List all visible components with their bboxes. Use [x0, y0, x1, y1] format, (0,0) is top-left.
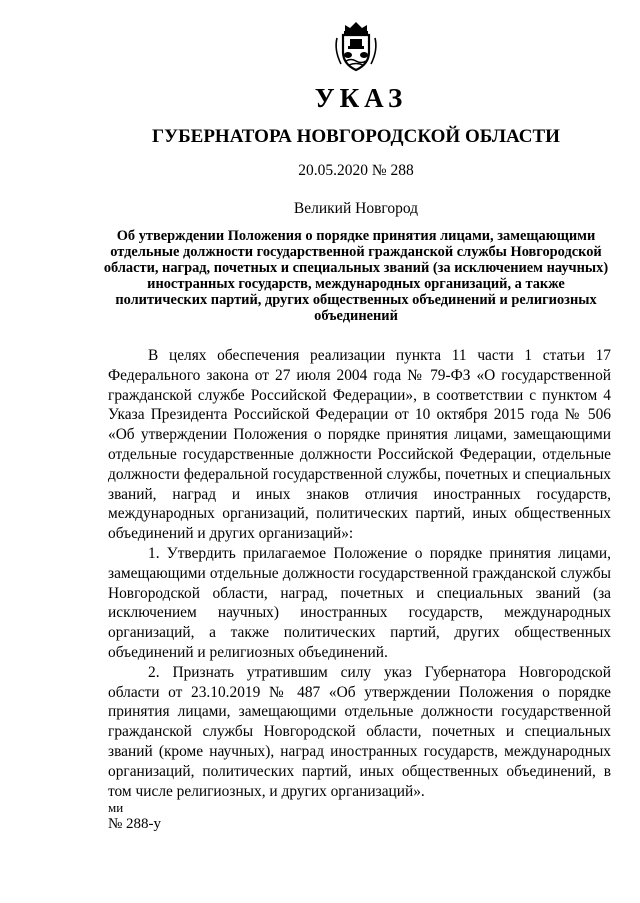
preamble-paragraph: В целях обеспечения реализации пункта 11 части 1 статьи 17 Федерального закона от 27 июля 2004 года № 79-ФЗ «О государственной гражданской службе Российской Федерации», в соответствии с пунктом 4 Указа Президента Российской Федерации от 10 октября 2015 года № 506 «Об утверждении Положения о порядке принятия лицами, замещающими отдельные государственные должности Российской Федерации, отдельные должности федеральной государственной службы, почетных и специальных званий, наград и иных знаков отличия иностранных государств, международных организаций, политических партий, иных общественных объединений и других организаций»:: [108, 347, 611, 543]
date-number: 20.05.2020 № 288: [298, 162, 414, 179]
novgorod-coat-of-arms-icon: [331, 20, 381, 74]
issuer-title: ГУБЕРНАТОРА НОВГОРОДСКОЙ ОБЛАСТИ: [152, 126, 560, 147]
city: Великий Новгород: [293, 200, 419, 217]
decree-body: [108, 346, 611, 801]
item-2-paragraph: 2. Признать утратившим силу указ Губернатора Новгородской области от 23.10.2019 № 487 «Об утверждении Положения о порядке принятия лицами, замещающими отдельные должности государственной гражданской службы Новгородской области, почетных и специальных званий (кроме научных), наград иностранных государств, международных организаций, политических партий, иных общественных объединений, в том числе религиозных, и других организаций».: [108, 663, 611, 800]
registration-code: № 288-у: [108, 816, 162, 832]
decree-subject: Об утверждении Положения о порядке принятия лицами, замещающими отдельные должности государственной гражданской службы Новгородской области, наград, почетных и специальных званий (за исключением научных) иностранных государств, международных организаций, а также политических партий, других общественных объединений и религиозных объединений: [103, 228, 609, 324]
decree-title: УКАЗ: [314, 83, 408, 113]
item-1-paragraph: 1. Утвердить прилагаемое Положение о порядке принятия лицами, замещающими отдельные должности государственной гражданской службы Новгородской области, наград, почетных и специальных званий (за исключением научных) иностранных государств, международных организаций, а также политических партий, других общественных объединений и религиозных объединений.: [108, 544, 611, 661]
document-code: [108, 799, 161, 833]
executor-initials: ми: [108, 800, 124, 815]
